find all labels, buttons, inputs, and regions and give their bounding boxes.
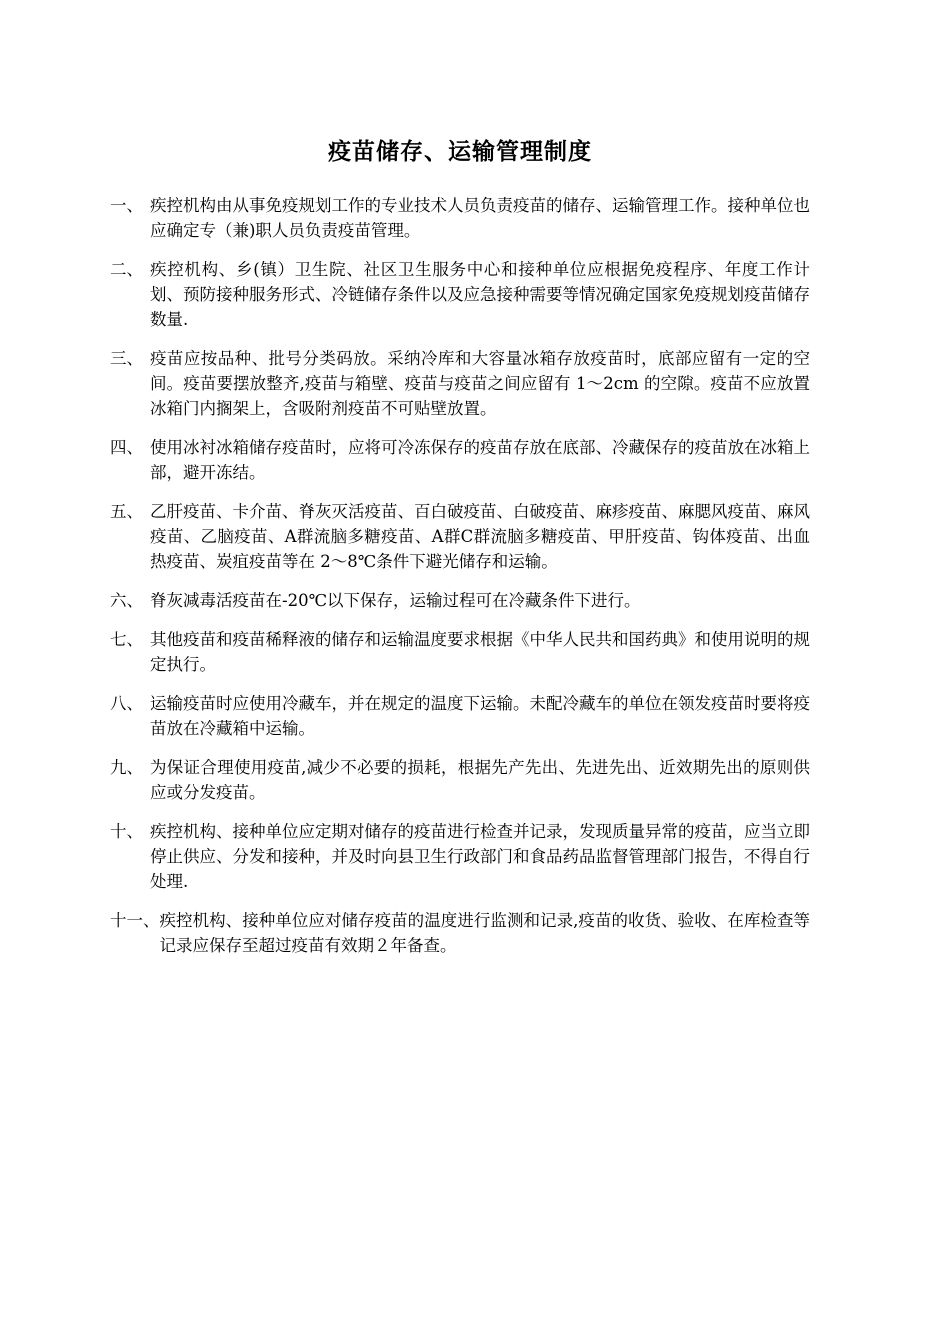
item-number: 七、 xyxy=(110,630,143,649)
item-text: 疾控机构、乡(镇）卫生院、社区卫生服务中心和接种单位应根据免疫程序、年度工作计划、预防接种服务形式、冷链储存条件以及应急接种需要等情况确定国家免疫规划疫苗储存数量. xyxy=(150,260,810,329)
list-item xyxy=(110,346,810,421)
item-number: 三、 xyxy=(110,349,143,368)
item-number: 六、 xyxy=(110,591,143,610)
item-text: 其他疫苗和疫苗稀释液的储存和运输温度要求根据《中华人民共和国药典》和使用说明的规定执行。 xyxy=(150,630,810,674)
list-item xyxy=(110,435,810,485)
item-text: 脊灰减毒活疫苗在-20℃以下保存，运输过程可在冷藏条件下进行。 xyxy=(150,591,641,610)
item-number: 二、 xyxy=(110,260,143,279)
item-text: 疾控机构、接种单位应定期对储存的疫苗进行检查并记录，发现质量异常的疫苗，应当立即停止供应、分发和接种，并及时向县卫生行政部门和食品药品监督管理部门报告，不得自行处理. xyxy=(150,822,810,891)
item-text: 乙肝疫苗、卡介苗、脊灰灭活疫苗、百白破疫苗、白破疫苗、麻疹疫苗、麻腮风疫苗、麻风疫苗、乙脑疫苗、A群流脑多糖疫苗、A群C群流脑多糖疫苗、甲肝疫苗、钩体疫苗、出血热疫苗、炭疽疫苗等在 2～8℃条件下避光储存和运输。 xyxy=(150,502,810,571)
list-item xyxy=(110,588,810,613)
list-item xyxy=(110,908,810,958)
item-number: 九、 xyxy=(110,758,143,777)
item-number: 一、 xyxy=(110,196,143,215)
item-text: 疫苗应按品种、批号分类码放。采纳冷库和大容量冰箱存放疫苗时，底部应留有一定的空间。疫苗要摆放整齐,疫苗与箱壁、疫苗与疫苗之间应留有 1～2cm 的空隙。疫苗不应放置冰箱门内搁架上，含吸附剂疫苗不可贴壁放置。 xyxy=(150,349,810,418)
regulation-list xyxy=(110,193,810,972)
list-item xyxy=(110,819,810,894)
document-title: 疫苗储存、运输管理制度 xyxy=(328,139,592,165)
item-number: 五、 xyxy=(110,502,143,521)
list-item xyxy=(110,755,810,805)
list-item xyxy=(110,691,810,741)
item-text: 使用冰衬冰箱储存疫苗时，应将可冷冻保存的疫苗存放在底部、冷藏保存的疫苗放在冰箱上部，避开冻结。 xyxy=(150,438,810,482)
item-text: 疾控机构、接种单位应对储存疫苗的温度进行监测和记录,疫苗的收货、验收、在库检查等记录应保存至超过疫苗有效期２年备查。 xyxy=(159,911,810,955)
item-number: 四、 xyxy=(110,438,143,457)
item-text: 为保证合理使用疫苗,减少不必要的损耗，根据先产先出、先进先出、近效期先出的原则供应或分发疫苗。 xyxy=(150,758,810,802)
item-text: 运输疫苗时应使用冷藏车，并在规定的温度下运输。未配冷藏车的单位在领发疫苗时要将疫苗放在冷藏箱中运输。 xyxy=(150,694,810,738)
item-number: 八、 xyxy=(110,694,143,713)
item-number: 十一、 xyxy=(110,911,160,930)
list-item xyxy=(110,499,810,574)
list-item xyxy=(110,627,810,677)
item-number: 十、 xyxy=(110,822,143,841)
list-item xyxy=(110,193,810,243)
item-text: 疾控机构由从事免疫规划工作的专业技术人员负责疫苗的储存、运输管理工作。接种单位也应确定专（兼)职人员负责疫苗管理。 xyxy=(150,196,810,240)
list-item xyxy=(110,257,810,332)
